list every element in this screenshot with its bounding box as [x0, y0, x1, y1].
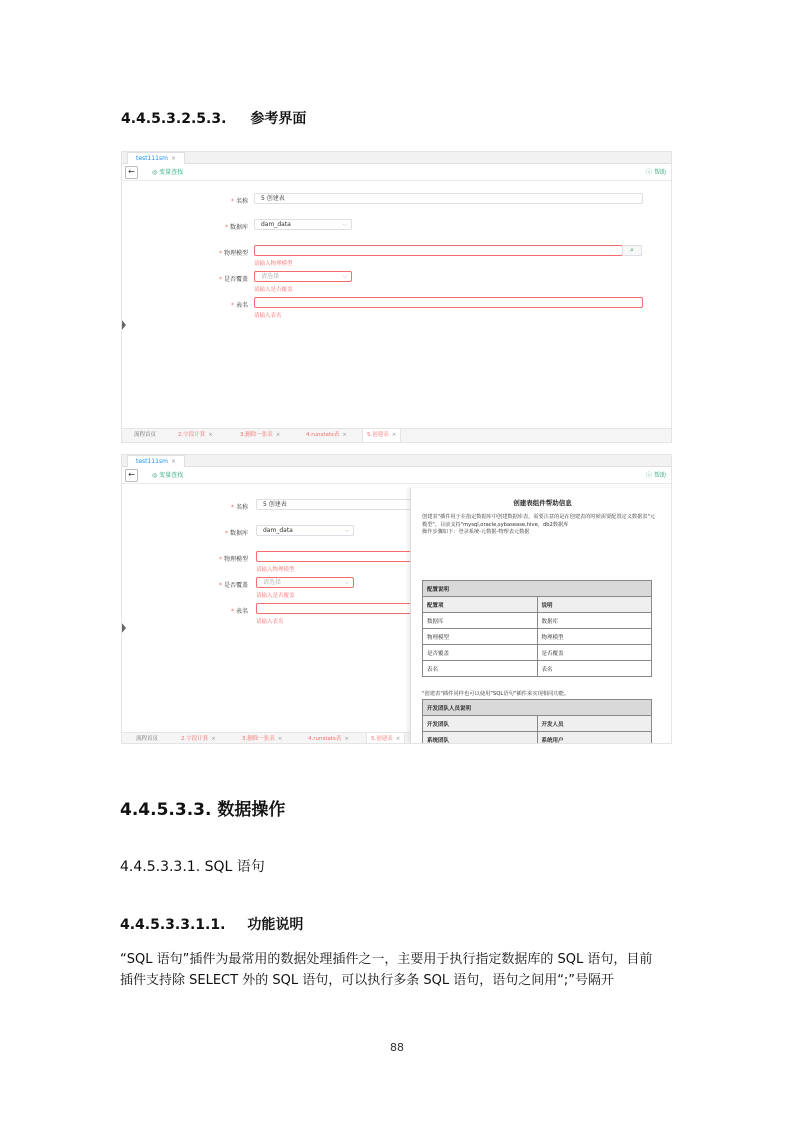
workflow-tab[interactable]: 4.runstats表 ×	[308, 736, 350, 742]
overwrite-select[interactable]: 请选择 ⌵	[256, 577, 354, 588]
table-header: 配置项	[423, 597, 538, 613]
physical-model-label: * 物理模型	[218, 556, 248, 563]
back-arrow-icon[interactable]: ←	[125, 469, 138, 482]
physical-model-error: 请输入物理模型	[254, 261, 293, 267]
database-label: * 数据库	[224, 224, 248, 231]
tab-bar	[122, 455, 671, 467]
table-cell: 是否覆盖	[423, 645, 538, 661]
table-name-label: * 表名	[230, 302, 248, 309]
workflow-tab[interactable]: 4.runstats表 ×	[306, 432, 348, 438]
physical-model-error: 请输入物理模型	[256, 567, 295, 573]
tab-bar	[122, 152, 671, 164]
section-title: 参考界面	[250, 111, 307, 127]
search-icon[interactable]: ⌕	[622, 245, 642, 256]
section-number: 4.4.5.3.2.5.3.	[121, 111, 227, 127]
table-cell: 系统用户	[537, 732, 652, 745]
chevron-down-icon: ⌵	[344, 579, 349, 586]
overwrite-label: * 是否覆盖	[218, 276, 248, 283]
physical-model-input[interactable]	[256, 551, 416, 562]
workflow-tab[interactable]: 2.字段计算 ×	[181, 736, 216, 742]
workflow-tab[interactable]: 2.字段计算 ×	[178, 432, 213, 438]
collapse-arrow-icon[interactable]	[121, 319, 126, 331]
overwrite-error: 请输入是否覆盖	[254, 287, 293, 293]
variable-query-link[interactable]: ◎ 变量查找	[152, 169, 184, 176]
help-panel-title: 创建表组件帮助信息	[513, 499, 572, 507]
workflow-tab[interactable]: 流程首页	[134, 432, 157, 438]
name-label: * 名称	[230, 198, 248, 205]
toolbar	[122, 467, 671, 484]
screenshot-form	[121, 151, 672, 443]
table-header: 说明	[537, 597, 652, 613]
toolbar	[122, 164, 671, 181]
team-table-caption: 开发团队人员说明	[423, 700, 652, 716]
workflow-tab[interactable]: 3.删除一张表 ×	[240, 432, 281, 438]
section-heading-data-ops	[120, 795, 285, 820]
table-cell: 系统团队	[423, 732, 538, 745]
config-table	[422, 580, 652, 677]
overwrite-select[interactable]: 请选择 ⌵	[254, 271, 352, 282]
chevron-down-icon: ⌵	[344, 527, 349, 534]
team-table	[422, 699, 652, 744]
eye-icon: ◎	[152, 169, 158, 176]
table-cell: 开发人员	[537, 716, 652, 732]
workflow-tab-active[interactable]: 5.创建表 ×	[366, 733, 405, 744]
section-heading-function	[120, 914, 303, 934]
database-select[interactable]: dam_data ⌵	[254, 219, 352, 230]
table-cell: 数据库	[537, 613, 652, 629]
name-label: * 名称	[230, 504, 248, 511]
table-cell: 物理模型	[423, 629, 538, 645]
paragraph-line: “SQL 语句”插件为最常用的数据处理插件之一，主要用于执行指定数据库的 SQL 语句，目前	[120, 952, 653, 967]
database-select[interactable]: dam_data ⌵	[256, 525, 354, 536]
help-link[interactable]: ⓘ 帮助	[646, 472, 666, 479]
page-number: 88	[390, 1041, 404, 1054]
section-heading-sql: 4.4.5.3.3.1. SQL 语句	[120, 859, 265, 875]
table-cell: 表名	[537, 661, 652, 677]
help-icon: ⓘ	[646, 169, 653, 176]
section-title: 功能说明	[247, 917, 304, 933]
eye-icon: ◎	[152, 472, 158, 479]
variable-query-link[interactable]: ◎ 变量查找	[152, 472, 184, 479]
paragraph-line: 插件支持除 SELECT 外的 SQL 语句，可以执行多条 SQL 语句，语句之间用“;”号隔开	[120, 973, 615, 988]
overwrite-error: 请输入是否覆盖	[256, 593, 295, 599]
body-paragraph	[120, 949, 680, 991]
section-number: 4.4.5.3.3.	[120, 800, 212, 820]
collapse-arrow-icon[interactable]	[121, 622, 126, 634]
section-title: 数据操作	[217, 800, 286, 820]
help-panel-note: "创建表"插件同样也可以使用"SQL语句"插件来实现相同功能。	[422, 691, 570, 697]
help-icon: ⓘ	[646, 472, 653, 479]
name-input[interactable]: 5 创建表	[256, 499, 416, 510]
chevron-down-icon: ⌵	[342, 273, 347, 280]
workflow-tab[interactable]: 流程首页	[136, 736, 159, 742]
table-name-error: 请输入表名	[254, 313, 282, 319]
tab-test111sm[interactable]: test111sm ×	[127, 152, 185, 164]
help-link[interactable]: ⓘ 帮助	[646, 169, 666, 176]
database-label: * 数据库	[224, 530, 248, 537]
overwrite-label: * 是否覆盖	[218, 582, 248, 589]
workflow-tab[interactable]: 3.删除一张表 ×	[242, 736, 283, 742]
table-cell: 开发团队	[423, 716, 538, 732]
table-cell: 是否覆盖	[537, 645, 652, 661]
table-cell: 物理模型	[537, 629, 652, 645]
table-cell: 表名	[423, 661, 538, 677]
back-arrow-icon[interactable]: ←	[125, 166, 138, 179]
workflow-tab-active[interactable]: 5.创建表 ×	[362, 429, 401, 442]
table-name-error: 请输入表名	[256, 619, 284, 625]
table-cell: 数据库	[423, 613, 538, 629]
workflow-tab-bar	[122, 428, 671, 442]
help-panel	[410, 488, 672, 743]
screenshot-help-panel	[121, 454, 672, 744]
physical-model-label: * 物理模型	[218, 250, 248, 257]
section-heading-reference	[121, 108, 306, 128]
table-name-input[interactable]	[256, 603, 416, 614]
help-panel-description: 创建表"插件用于在指定数据库中创建数据库表，需要注意的是在创建表的时候需要配置定义数据表"元模型"。目前支持"mysql,oracle,sybasease,hive，db2数据库 操作步骤如下：登录系统-元数据-物理表元数据	[422, 514, 656, 535]
config-table-caption: 配置说明	[423, 581, 652, 597]
tab-test111sm[interactable]: test111sm ×	[127, 455, 185, 467]
table-name-label: * 表名	[230, 608, 248, 615]
name-input[interactable]: 5 创建表	[254, 193, 643, 204]
chevron-down-icon: ⌵	[342, 221, 347, 228]
table-name-input[interactable]	[254, 297, 643, 308]
physical-model-input[interactable]	[254, 245, 623, 256]
section-number: 4.4.5.3.3.1.1.	[120, 917, 226, 933]
